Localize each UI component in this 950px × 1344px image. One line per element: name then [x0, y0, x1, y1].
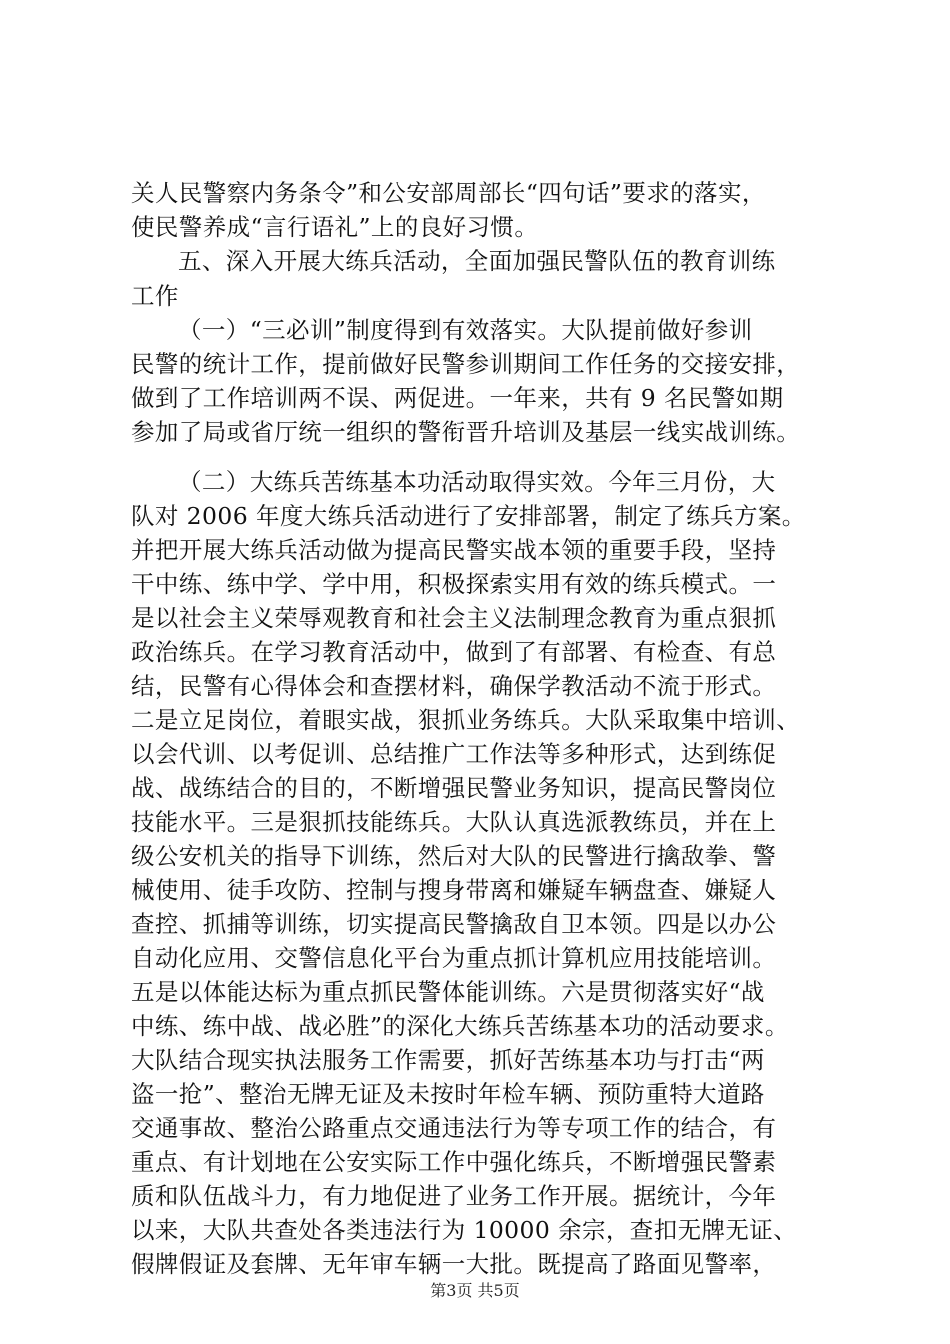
text-line: 是以社会主义荣辱观教育和社会主义法制理念教育为重点狠抓	[131, 604, 777, 632]
page-footer: 第3页 共5页	[430, 1281, 520, 1300]
text-line: 五是以体能达标为重点抓民警体能训练。六是贯彻落实好“战	[131, 978, 765, 1006]
text-line: 使民警养成“言行语礼”上的良好习惯。	[131, 213, 539, 241]
text-line: 假牌假证及套牌、无年审车辆一大批。既提高了路面见警率，	[131, 1250, 777, 1278]
text-line: 自动化应用、交警信息化平台为重点抓计算机应用技能培训。	[131, 944, 777, 972]
text-line: 级公安机关的指导下训练，然后对大队的民警进行擒敌拳、警	[131, 842, 777, 870]
text-line: 以会代训、以考促训、总结推广工作法等多种形式，达到练促	[131, 740, 777, 768]
text-line: 政治练兵。在学习教育活动中，做到了有部署、有检查、有总	[131, 638, 777, 666]
text-line: 战、战练结合的目的，不断增强民警业务知识，提高民警岗位	[131, 774, 777, 802]
text-line: 查控、抓捕等训练，切实提高民警擒敌自卫本领。四是以办公	[131, 910, 777, 938]
text-line: 盗一抢”、整治无牌无证及未按时年检车辆、预防重特大道路	[131, 1080, 765, 1108]
text-line: 技能水平。三是狠抓技能练兵。大队认真选派教练员，并在上	[131, 808, 777, 836]
text-line: 大队结合现实执法服务工作需要，抓好苦练基本功与打击“两	[131, 1046, 765, 1074]
text-line: 交通事故、整治公路重点交通违法行为等专项工作的结合，有	[131, 1114, 777, 1142]
text-line: 重点、有计划地在公安实际工作中强化练兵，不断增强民警素	[131, 1148, 777, 1176]
text-line: 械使用、徒手攻防、控制与搜身带离和嫌疑车辆盘查、嫌疑人	[131, 876, 777, 904]
text-line: 干中练、练中学、学中用，积极探索实用有效的练兵模式。一	[131, 570, 777, 598]
text-line: （二）大练兵苦练基本功活动取得实效。今年三月份，大	[178, 468, 776, 496]
text-line: 中练、练中战、战必胜”的深化大练兵苦练基本功的活动要求。	[131, 1012, 789, 1040]
text-line: 结，民警有心得体会和查摆材料，确保学教活动不流于形式。	[131, 672, 777, 700]
section-heading-line: 工作	[131, 282, 179, 310]
text-line: 民警的统计工作，提前做好民警参训期间工作任务的交接安排，	[131, 350, 801, 378]
text-line: 参加了局或省厅统一组织的警衔晋升培训及基层一线实战训练。	[131, 418, 801, 446]
text-line: 关人民警察内务条令”和公安部周部长“四句话”要求的落实，	[131, 179, 766, 207]
section-heading-line: 五、深入开展大练兵活动，全面加强民警队伍的教育训练	[178, 247, 776, 275]
text-line: 并把开展大练兵活动做为提高民警实战本领的重要手段，坚持	[131, 536, 777, 564]
text-line: （一）“三必训”制度得到有效落实。大队提前做好参训	[178, 316, 753, 344]
text-line: 队对 2006 年度大练兵活动进行了安排部署，制定了练兵方案。	[131, 502, 806, 530]
text-line: 做到了工作培训两不误、两促进。一年来，共有 9 名民警如期	[131, 384, 784, 412]
text-line: 质和队伍战斗力，有力地促进了业务工作开展。据统计，今年	[131, 1182, 777, 1210]
text-line: 二是立足岗位，着眼实战，狠抓业务练兵。大队采取集中培训、	[131, 706, 801, 734]
text-line: 以来，大队共查处各类违法行为 10000 余宗，查扣无牌无证、	[131, 1216, 798, 1244]
